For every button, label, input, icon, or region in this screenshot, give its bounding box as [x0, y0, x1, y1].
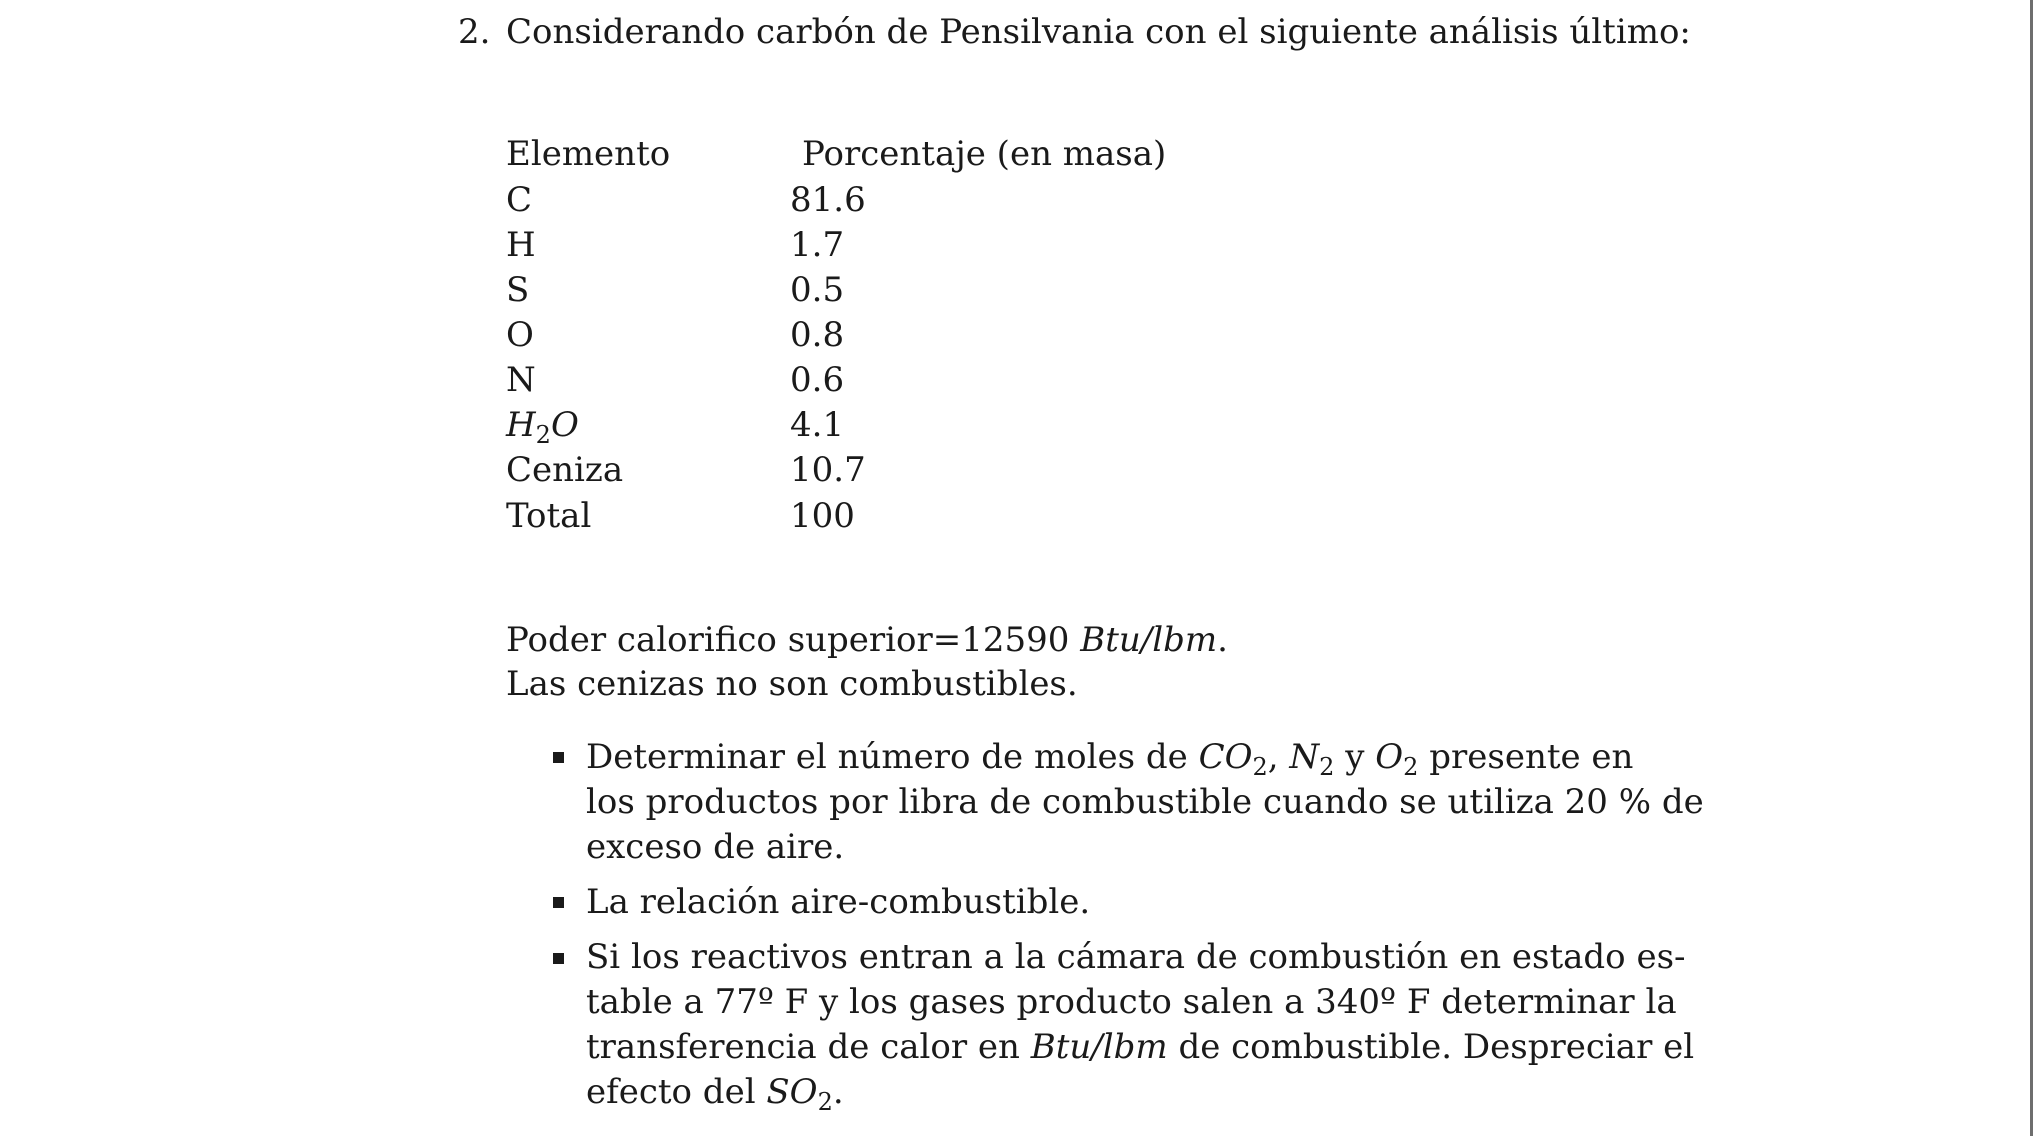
n2-symbol: N [1289, 737, 1320, 777]
bullet-square-icon [553, 953, 564, 964]
table-cell-element: O [506, 315, 534, 355]
table-cell-element: Ceniza [506, 450, 624, 490]
bullet-3-text: transferencia de calor en [586, 1027, 1031, 1067]
table-cell-element: C [506, 180, 533, 220]
bullet-3-text-end: de combustible. Despreciar el [1167, 1027, 1695, 1067]
problem-intro: Considerando carbón de Pensilvania con el siguiente análisis último: [506, 12, 1691, 52]
heating-value-line [506, 620, 1228, 660]
co2-formula [1198, 737, 1268, 781]
n2-formula [1289, 737, 1335, 781]
o2-formula [1375, 737, 1419, 781]
table-cell-element: N [506, 360, 536, 400]
ash-note: Las cenizas no son combustibles. [506, 664, 1078, 704]
bullet-3-line-2: table a 77º F y los gases producto salen a 340º F determinar la [586, 982, 1677, 1022]
subscript: 2 [817, 1088, 833, 1116]
bullet-1-text: Determinar el número de moles de [586, 737, 1199, 777]
bullet-square-icon [553, 897, 564, 908]
table-cell-value: 0.8 [790, 315, 845, 355]
bullet-3-line-3 [586, 1027, 1695, 1067]
page-edge-rule [2030, 0, 2033, 1136]
bullet-1-text-end: presente en [1418, 737, 1634, 777]
table-cell-element: Total [506, 496, 592, 536]
table-cell-value: 0.6 [790, 360, 845, 400]
period: . [832, 1072, 844, 1112]
table-cell-value: 1.7 [790, 225, 845, 265]
table-cell-value: 10.7 [790, 450, 866, 490]
bullet-3-line-1: Si los reactivos entran a la cámara de combustión en estado es- [586, 937, 1686, 977]
so2-formula [766, 1072, 833, 1116]
conjunction: y [1334, 737, 1376, 777]
btu-lbm-unit: Btu/lbm [1030, 1027, 1168, 1067]
co2-symbol: CO [1198, 737, 1253, 777]
subscript: 2 [1252, 753, 1268, 781]
heating-value-unit: Btu/lbm [1080, 620, 1218, 660]
so2-symbol: SO [766, 1072, 818, 1112]
table-cell-value: 0.5 [790, 270, 845, 310]
bullet-3-text: efecto del [586, 1072, 767, 1112]
bullet-2-text: La relación aire-combustible. [586, 882, 1091, 922]
bullet-1-line-3: exceso de aire. [586, 827, 845, 867]
bullet-3-line-4 [586, 1072, 1610, 1116]
table-header-percent: Porcentaje (en masa) [802, 134, 1167, 174]
bullet-1-line-2: los productos por libra de combustible cuando se utiliza 20 % de [586, 782, 1704, 822]
table-cell-element: S [506, 270, 530, 310]
heating-value-text: Poder calorifico superior=12590 [506, 620, 1081, 660]
table-cell-value: 100 [790, 496, 855, 536]
bullet-square-icon [553, 752, 564, 763]
table-cell-value: 4.1 [790, 405, 845, 445]
table-cell-value: 81.6 [790, 180, 866, 220]
subscript: 2 [1319, 753, 1335, 781]
heating-value-period: . [1217, 620, 1228, 660]
o2-symbol: O [1375, 737, 1404, 777]
problem-number: 2. [458, 12, 491, 52]
table-header-element: Elemento [506, 134, 671, 174]
subscript: 2 [1403, 753, 1419, 781]
table-cell-element-h2o: $H_2O$ [506, 405, 579, 449]
table-cell-element: H [506, 225, 536, 265]
bullet-1-line-1: Determinar el número de moles de $CO_2$, $N_2$ y $O_2$ presente en [586, 737, 1634, 781]
